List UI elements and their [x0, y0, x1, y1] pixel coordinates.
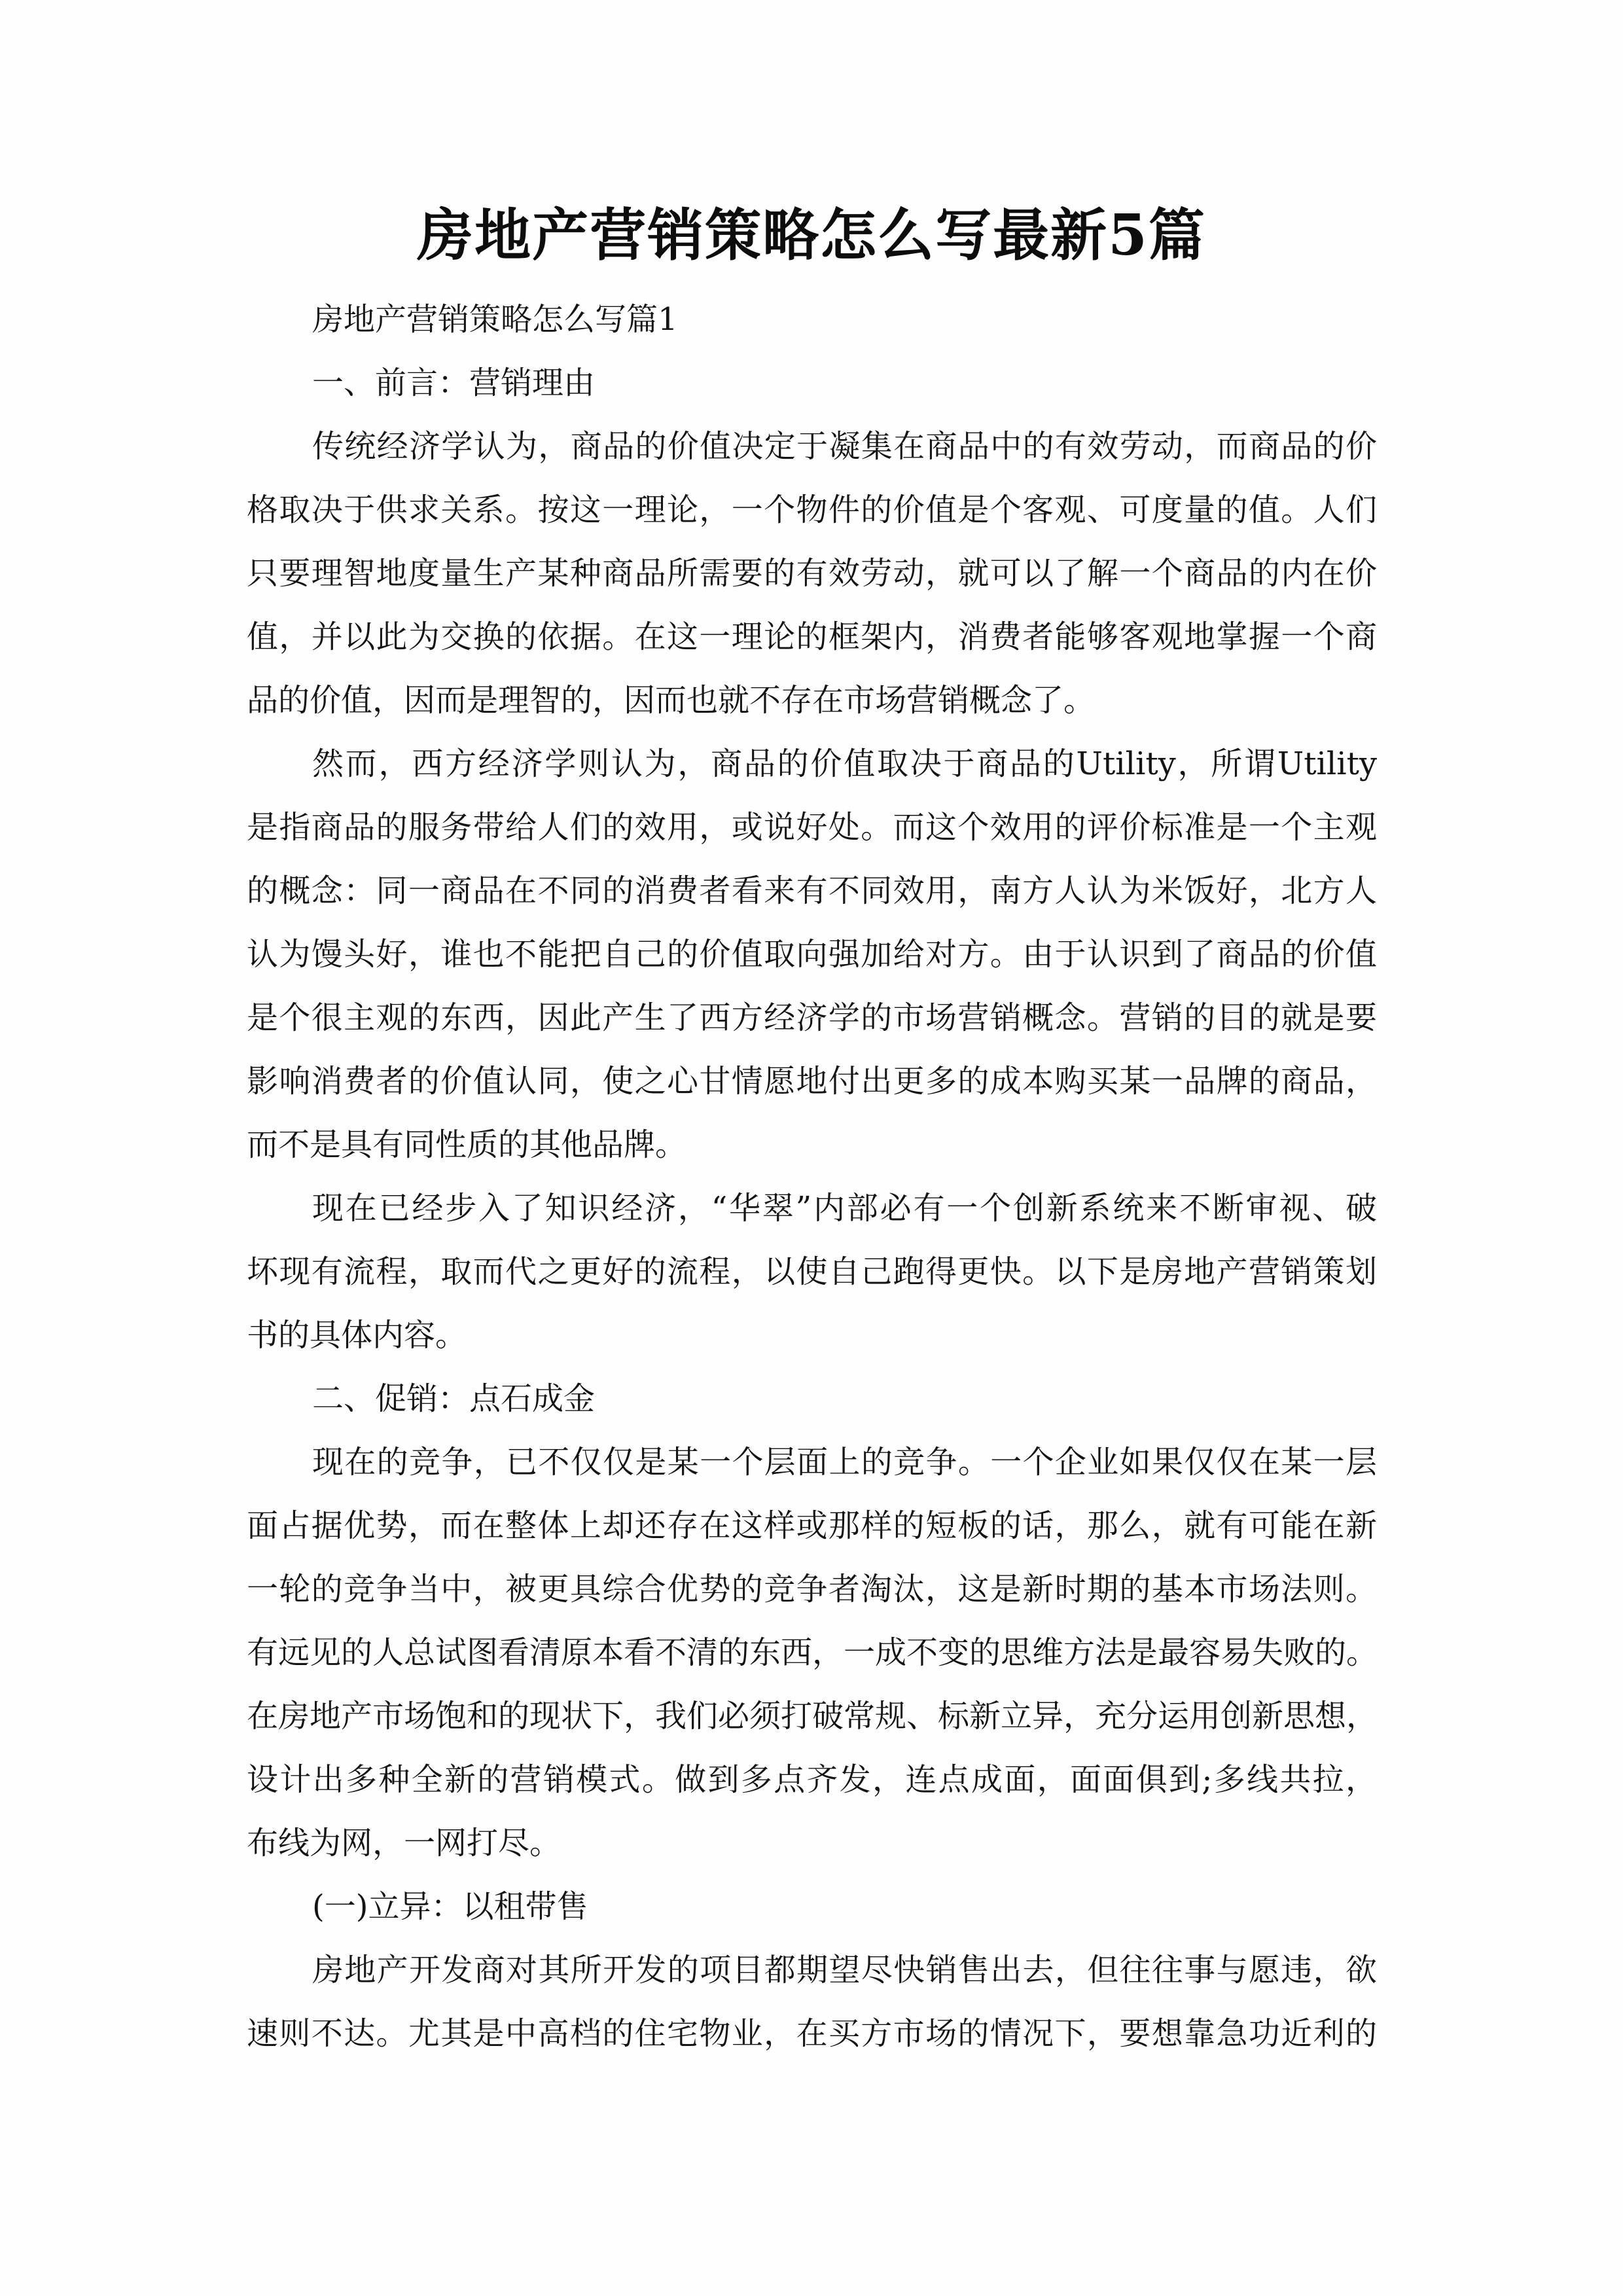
paragraph-line: 坏现有流程，取而代之更好的流程，以使自己跑得更快。以下是房地产营销策划	[247, 1253, 1377, 1290]
document-title: 房地产营销策略怎么写最新5篇	[417, 202, 1206, 268]
paragraph-line: 是指商品的服务带给人们的效用，或说好处。而这个效用的评价标准是一个主观	[247, 809, 1377, 846]
paragraph-line: 而不是具有同性质的其他品牌。	[247, 1126, 687, 1163]
paragraph-line: 现在的竞争，已不仅仅是某一个层面上的竞争。一个企业如果仅仅在某一层	[312, 1444, 1377, 1480]
paragraph-line: 现在已经步入了知识经济，“华翠”内部必有一个创新系统来不断审视、破	[312, 1190, 1377, 1227]
paragraph	[247, 415, 1377, 732]
paragraph-line: 品的价值，因而是理智的，因而也就不存在市场营销概念了。	[247, 682, 1096, 719]
paragraph-line: 值，并以此为交换的依据。在这一理论的框架内，消费者能够客观地掌握一个商	[247, 619, 1377, 655]
paragraph-line: 房地产开发商对其所开发的项目都期望尽快销售出去，但往往事与愿违，欲	[312, 1952, 1377, 1988]
paragraph-line: 传统经济学认为，商品的价值决定于凝集在商品中的有效劳动，而商品的价	[312, 428, 1377, 465]
paragraph-line: 在房地产市场饱和的现状下，我们必须打破常规、标新立异，充分运用创新思想，	[247, 1698, 1378, 1734]
section-heading-promotion: 二、促销：点石成金	[312, 1380, 596, 1417]
paragraph-line: 速则不达。尤其是中高档的住宅物业，在买方市场的情况下，要想靠急功近利的	[247, 2015, 1377, 2052]
paragraph-line: 书的具体内容。	[247, 1317, 467, 1354]
paragraph	[247, 1431, 1377, 1875]
paragraph	[247, 1939, 1377, 2066]
paragraph-line: 面占据优势，而在整体上却还存在这样或那样的短板的话，那么，就有可能在新	[247, 1507, 1377, 1544]
paragraph-line: 有远见的人总试图看清原本看不清的东西，一成不变的思维方法是最容易失败的。	[247, 1634, 1378, 1671]
paragraph-line: 只要理智地度量生产某种商品所需要的有效劳动，就可以了解一个商品的内在价	[247, 555, 1377, 592]
paragraph-line: 设计出多种全新的营销模式。做到多点齐发，连点成面，面面俱到;多线共拉，	[247, 1761, 1377, 1798]
paragraph-line: 是个很主观的东西，因此产生了西方经济学的市场营销概念。营销的目的就是要	[247, 999, 1377, 1036]
document-body	[247, 288, 1377, 2066]
subsection-heading-rent-to-sell: (一)立异：以租带售	[312, 1888, 588, 1925]
paragraph-line: 影响消费者的价值认同，使之心甘情愿地付出更多的成本购买某一品牌的商品，	[247, 1063, 1377, 1100]
paragraph-line: 布线为网，一网打尽。	[247, 1825, 562, 1861]
subtitle: 房地产营销策略怎么写篇1	[312, 301, 678, 338]
section-heading-intro: 一、前言：营销理由	[312, 365, 596, 401]
paragraph-line: 的概念：同一商品在不同的消费者看来有不同效用，南方人认为米饭好，北方人	[247, 872, 1377, 909]
paragraph-line: 认为馒头好，谁也不能把自己的价值取向强加给对方。由于认识到了商品的价值	[247, 936, 1377, 973]
paragraph	[247, 1177, 1377, 1367]
paragraph	[247, 732, 1377, 1177]
paragraph-line: 然而，西方经济学则认为，商品的价值取决于商品的Utility，所谓Utility	[312, 745, 1377, 782]
paragraph-line: 格取决于供求关系。按这一理论，一个物件的价值是个客观、可度量的值。人们	[247, 492, 1377, 528]
paragraph-line: 一轮的竞争当中，被更具综合优势的竞争者淘汰，这是新时期的基本市场法则。	[247, 1571, 1377, 1607]
